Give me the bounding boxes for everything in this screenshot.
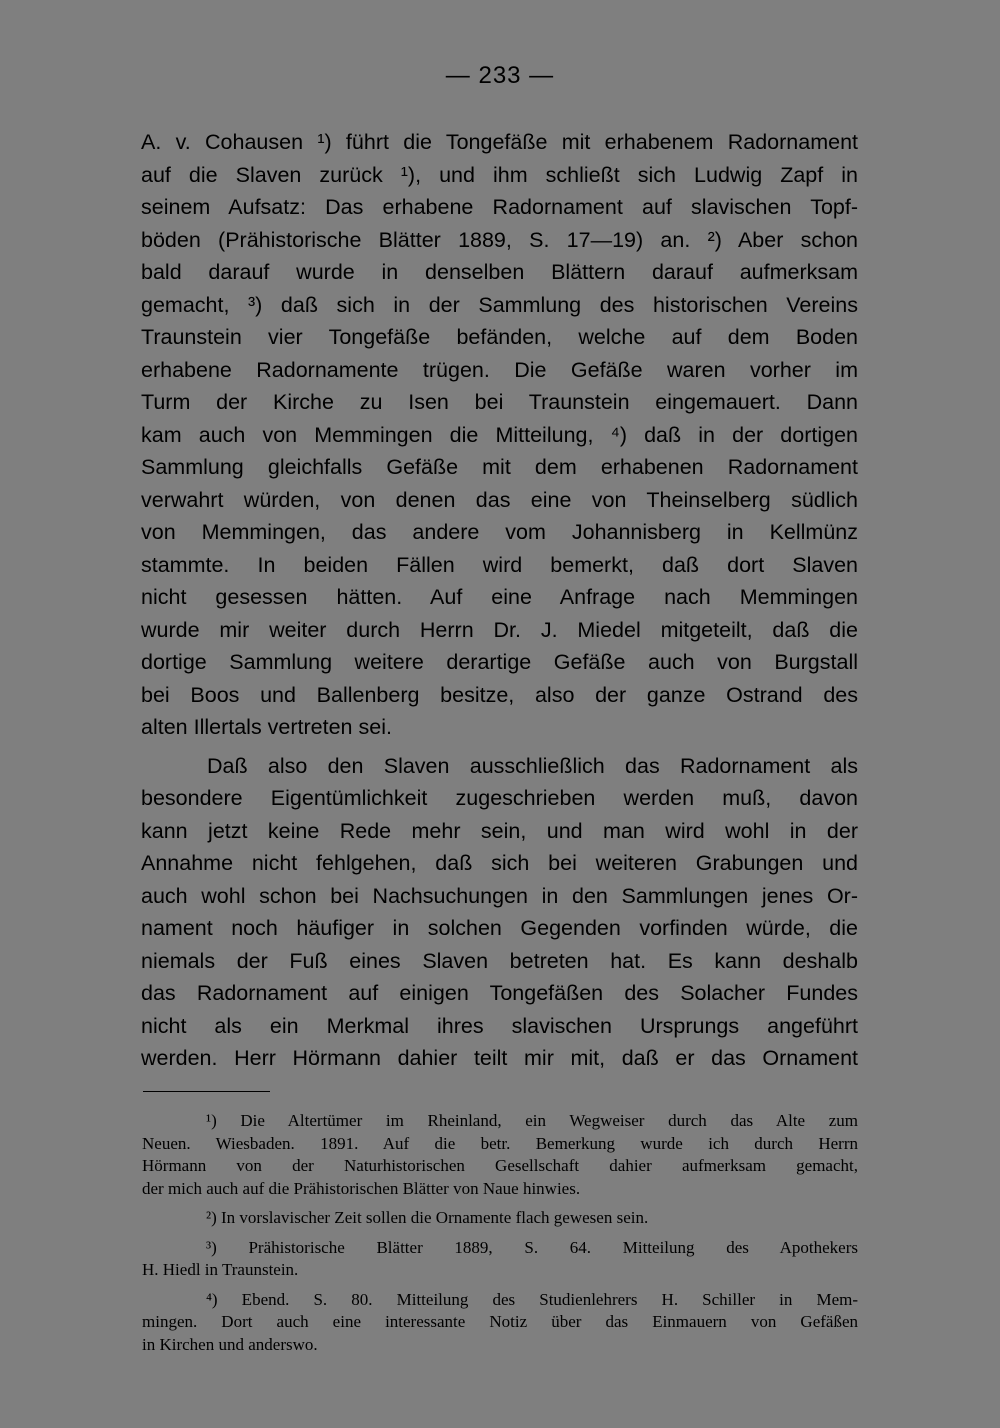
text-line: böden (Prähistorische Blätter 1889, S. 17—19) an. ²) Aber schon — [141, 227, 858, 252]
text-line: auch wohl schon bei Nachsuchungen in den Sammlungen jenes Or- — [141, 883, 858, 908]
text-line: bald darauf wurde in denselben Blättern darauf aufmerksam — [141, 260, 858, 284]
page-number: — 233 — — [445, 62, 555, 89]
text-line: A. v. Cohausen ¹) führt die Tongefäße mit erhabenem Radornament — [141, 130, 858, 154]
paragraph-1 — [141, 126, 858, 744]
text-line: Turm der Kirche zu Isen bei Traunstein eingemauert. Dann — [141, 390, 858, 414]
text-line: gemacht, ³) daß sich in der Sammlung des historischen Vereins — [141, 292, 858, 317]
footnote-line: mingen. Dort auch eine interessante Notiz über das Einmauern von Gefäßen — [142, 1312, 858, 1331]
text-line: von Memmingen, das andere vom Johannisberg in Kellmünz — [141, 520, 858, 544]
text-line: Annahme nicht fehlgehen, daß sich bei weiteren Grabungen und — [141, 851, 858, 875]
footnote-line: ¹) Die Altertümer im Rheinland, ein Wegweiser durch das Alte zum — [206, 1111, 858, 1130]
footnote-3 — [142, 1237, 858, 1282]
main-text — [141, 126, 858, 1075]
paragraph-2 — [141, 750, 858, 1075]
footnote-1 — [142, 1110, 858, 1200]
footnote-line: ⁴) Ebend. S. 80. Mitteilung des Studienlehrers H. Schiller in Mem- — [206, 1289, 858, 1309]
footnote-gap — [142, 1230, 858, 1237]
footnote-separator — [143, 1091, 270, 1092]
footnote-2 — [142, 1207, 858, 1230]
footnote-line: in Kirchen und anderswo. — [142, 1334, 318, 1354]
footnote-line: Hörmann von der Naturhistorischen Gesellschaft dahier aufmerksam gemacht, — [142, 1156, 858, 1175]
text-line: erhabene Radornamente trügen. Die Gefäße waren vorher im — [141, 357, 858, 382]
text-line: Daß also den Slaven ausschließlich das Radornament als — [207, 753, 858, 778]
text-line: wurde mir weiter durch Herrn Dr. J. Miedel mitgeteilt, daß die — [141, 617, 858, 642]
text-line: verwahrt würden, von denen das eine von Theinselberg südlich — [141, 487, 858, 512]
text-line: Traunstein vier Tongefäße befänden, welche auf dem Boden — [141, 325, 858, 349]
text-line: nicht gesessen hätten. Auf eine Anfrage nach Memmingen — [141, 585, 858, 609]
text-line: kam auch von Memmingen die Mitteilung, ⁴) daß in der dortigen — [141, 422, 858, 447]
footnotes — [142, 1110, 858, 1356]
text-line: niemals der Fuß eines Slaven betreten hat. Es kann deshalb — [141, 948, 858, 973]
text-line: bei Boos und Ballenberg besitze, also der ganze Ostrand des — [141, 682, 858, 707]
text-line: das Radornament auf einigen Tongefäßen des Solacher Fundes — [141, 981, 858, 1005]
footnote-line: ³) Prähistorische Blätter 1889, S. 64. Mitteilung des Apothekers — [206, 1237, 858, 1257]
footnote-gap — [142, 1200, 858, 1207]
text-line: nicht als ein Merkmal ihres slavischen Ursprungs angeführt — [141, 1013, 858, 1038]
text-line: kann jetzt keine Rede mehr sein, und man wird wohl in der — [141, 818, 858, 843]
text-line: dortige Sammlung weitere derartige Gefäße auch von Burgstall — [141, 650, 858, 674]
text-line: stammte. In beiden Fällen wird bemerkt, daß dort Slaven — [141, 552, 858, 577]
footnote-line: H. Hiedl in Traunstein. — [142, 1260, 299, 1279]
text-line: nament noch häufiger in solchen Gegenden vorfinden würde, die — [141, 916, 858, 940]
footnote-4 — [142, 1289, 858, 1357]
text-line: Sammlung gleichfalls Gefäße mit dem erhabenen Radornament — [141, 455, 858, 479]
footnote-line: ²) In vorslavischer Zeit sollen die Ornamente flach gewesen sein. — [206, 1208, 649, 1227]
text-line: werden. Herr Hörmann dahier teilt mir mit, daß er das Ornament — [141, 1046, 858, 1070]
footnote-line: Neuen. Wiesbaden. 1891. Auf die betr. Bemerkung wurde ich durch Herrn — [142, 1133, 858, 1153]
text-line: auf die Slaven zurück ¹), und ihm schließt sich Ludwig Zapf in — [141, 162, 858, 187]
text-line: seinem Aufsatz: Das erhabene Radornament auf slavischen Topf- — [141, 195, 858, 219]
footnote-line: der mich auch auf die Prähistorischen Blätter von Naue hinwies. — [142, 1178, 581, 1198]
footnote-gap — [142, 1282, 858, 1289]
text-line: besondere Eigentümlichkeit zugeschrieben werden muß, davon — [141, 786, 858, 810]
text-line: alten Illertals vertreten sei. — [141, 715, 392, 739]
